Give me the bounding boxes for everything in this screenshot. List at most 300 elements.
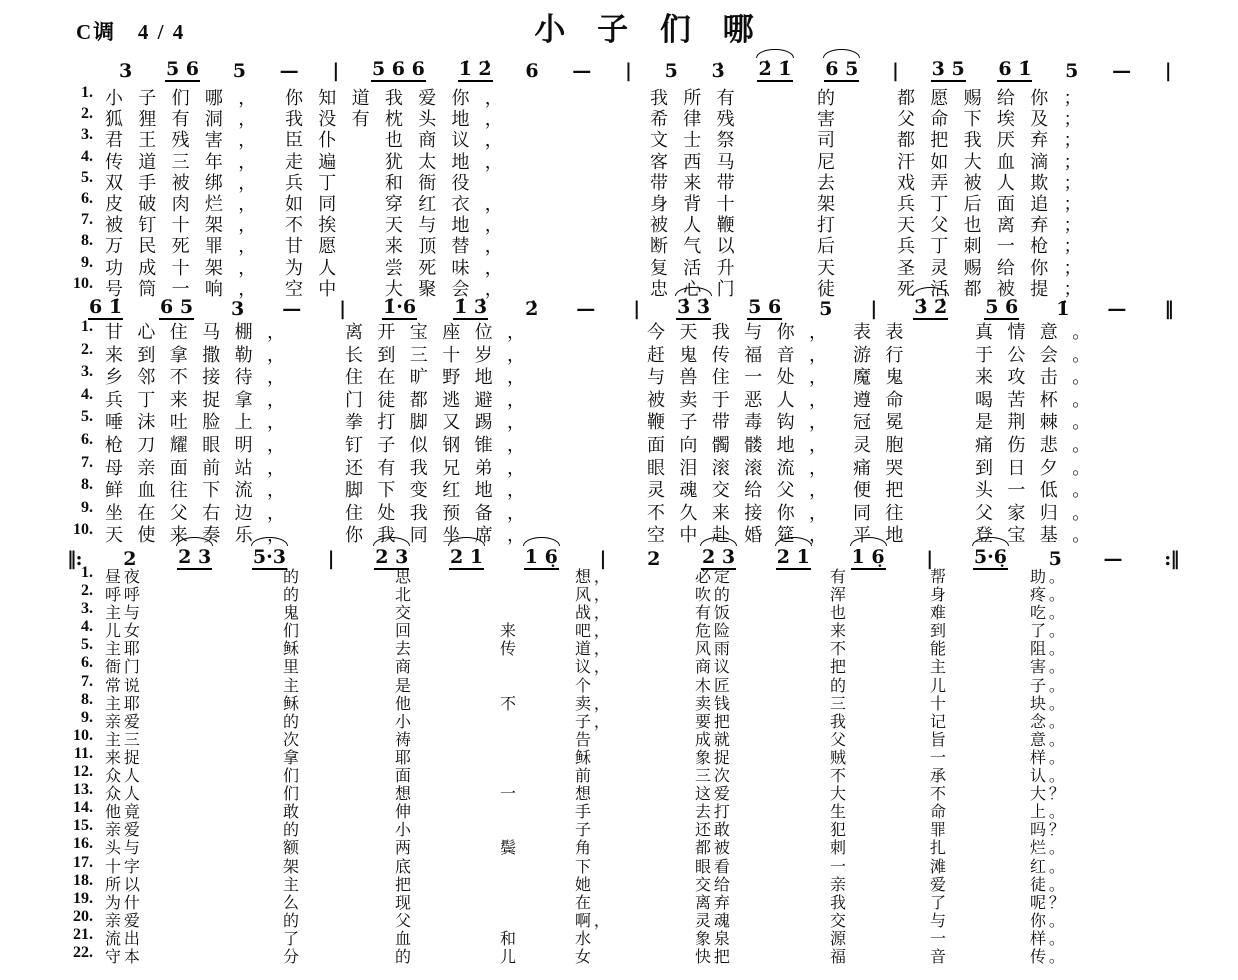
note-group: 3 (119, 60, 133, 82)
note-group: 1̇ 3̇ (454, 296, 488, 318)
lyric-segment: 眼泪滚滚流， (647, 457, 842, 478)
lyric-segment: 汗如大血滴； (897, 151, 1097, 172)
note-group: — (576, 298, 596, 320)
lyric-segment: 乡邻不接待， (105, 367, 300, 388)
lyric-segment: 衙门 (105, 659, 143, 677)
verse-number: 18. (73, 871, 93, 889)
verse-block-1 (60, 84, 1208, 299)
lyric-segment: 昼夜 (105, 569, 143, 586)
lyric-segment: 父 (395, 912, 414, 930)
lyric-segment: 不 (830, 768, 849, 786)
note-group: 3̇ 2̇ (914, 296, 948, 318)
lyric-segment: 交给 (695, 876, 733, 894)
verse-number: 17. (73, 853, 93, 871)
lyric-segment: 同往 (853, 502, 918, 523)
lyric-segment: 块。 (1030, 695, 1068, 713)
lyric-segment: 灵魂 (695, 912, 733, 930)
lyric-segment: 上。 (1030, 804, 1068, 822)
lyric-segment: 大 (830, 786, 849, 804)
note-group: 5·3 (252, 546, 286, 568)
lyric-segment: 空中 大聚会， (285, 278, 519, 299)
lyric-segment: 传道三年， (105, 151, 272, 172)
lyric-segment: 吹的 (695, 587, 733, 605)
lyric-segment: 这爱 (695, 786, 733, 804)
lyric-segment: 的 (830, 677, 849, 695)
bar-line: | (892, 60, 898, 82)
lyric-segment: 便把 (853, 480, 918, 501)
lyric-segment: 痛伤悲。 (975, 434, 1105, 455)
lyric-segment: 滩 (930, 858, 949, 876)
lyric-segment: 角 (575, 840, 594, 858)
lyric-segment: 危险 (695, 623, 733, 641)
lyric-segment: 女 (575, 948, 594, 966)
lyric-segment: 主耶 (105, 641, 143, 659)
lyric-segment: 的 (395, 948, 414, 966)
lyric-segment: 长到三十岁， (345, 344, 540, 365)
lyric-segment: 不挨 天与地， (285, 215, 519, 236)
note-group: — (1103, 548, 1123, 570)
lyric-segment: 告 (575, 731, 594, 749)
lyric-segment: 面向髑髅地， (647, 434, 842, 455)
note-group: 3 5 (931, 58, 965, 80)
lyric-segment: 次 (283, 731, 302, 749)
verse-number: 8. (81, 476, 93, 494)
lyric-segment: 能 (930, 641, 949, 659)
lyric-segment: 啊， (575, 912, 613, 930)
note-group: 2 3 (178, 546, 212, 568)
lyric-segment: 去 (817, 172, 851, 193)
lyric-segment (500, 799, 575, 817)
lyric-segment: 门徒都逃避， (345, 389, 540, 410)
verse-number: 21. (73, 925, 93, 943)
lyric-segment: 要把 (695, 713, 733, 731)
lyric-segment (500, 654, 575, 672)
note-group: — (572, 60, 592, 82)
lyric-segment: 呢？ (1030, 894, 1068, 912)
lyric-segment: 死活都被提； (897, 278, 1097, 299)
verse-number: 3. (81, 126, 93, 144)
lyric-segment: 忠心门 (650, 278, 750, 299)
lyric-segment: 亲爱 (105, 822, 143, 840)
verse-block-2 (60, 318, 1208, 544)
lyric-segment: 为人 尝死味， (285, 257, 519, 278)
lyric-segment: 为什 (105, 894, 143, 912)
lyric-segment: 被钉十架， (105, 215, 272, 236)
lyric-segment: 父家归。 (975, 502, 1105, 523)
lyric-segment (500, 564, 575, 582)
lyric-segment: 的 (283, 713, 302, 731)
lyric-segment: 现 (395, 894, 414, 912)
lyric-segment: 和 (500, 930, 519, 948)
lyric-segment: 天 (817, 257, 851, 278)
verse-number: 1. (81, 84, 93, 101)
lyric-segment: 回 (395, 623, 414, 641)
bar-line: :‖ (1164, 548, 1179, 570)
lyric-segment: 吃。 (1030, 605, 1068, 623)
lyric-segment: 亲爱 (105, 713, 143, 731)
note-group: 2 (647, 548, 661, 570)
bar-line: | (624, 60, 631, 82)
lyric-segment: 平地 (853, 525, 918, 546)
note-group: — (282, 298, 302, 320)
verse-number: 7. (81, 672, 93, 690)
verse-number: 3. (81, 363, 93, 381)
lyric-segment (500, 872, 575, 890)
verse-number: 5. (81, 636, 93, 654)
lyric-segment: 子， (575, 713, 613, 731)
bar-line: | (926, 548, 933, 570)
lyric-segment: 来 (500, 623, 519, 641)
lyric-segment: 流出 (105, 930, 143, 948)
verse-number: 7. (81, 211, 93, 229)
lyric-segment: 父命下埃及； (897, 109, 1097, 130)
lyric-segment: 离弃 (695, 894, 733, 912)
lyric-segment: 手 (575, 804, 594, 822)
lyric-segment: 阻。 (1030, 641, 1068, 659)
bar-line: | (339, 298, 346, 320)
lyric-segment: 亲 (830, 876, 849, 894)
lyric-segment: 了 (283, 930, 302, 948)
lyric-segment (500, 600, 575, 618)
lyric-segment: 到 (930, 623, 949, 641)
lyric-segment (500, 582, 575, 600)
lyric-segment: 贼 (830, 749, 849, 767)
lyric-segment: 罪 (930, 822, 949, 840)
lyric-segment: 不久来接你， (647, 502, 842, 523)
note-group: 2 1 (776, 546, 810, 568)
music-notation-line-1 (118, 52, 1172, 82)
lyric-segment (500, 854, 575, 872)
lyric-segment: 有 (830, 569, 849, 586)
lyric-segment: 命 (930, 804, 949, 822)
lyric-segment: 三 (830, 695, 849, 713)
lyric-segment: 旨 (930, 731, 949, 749)
note-group: 3̇ 3̇ (677, 296, 711, 318)
lyric-segment: 徒 (817, 278, 851, 299)
verse-number: 15. (73, 817, 93, 835)
verse-number: 10. (73, 274, 93, 292)
lyric-segment: 坐在父右边， (105, 502, 300, 523)
lyric-segment: 成就 (695, 731, 733, 749)
verse-number: 6. (81, 430, 93, 448)
verse-number: 13. (73, 781, 93, 799)
lyric-segment: 们 (283, 786, 302, 804)
lyric-segment: 卖， (575, 695, 613, 713)
lyric-segment: 客西马 (650, 151, 750, 172)
lyric-segment: 前 (575, 768, 594, 786)
lyric-segment: 赶鬼传福音， (647, 344, 842, 365)
lyric-segment: 红。 (1030, 858, 1068, 876)
lyric-segment: 不 (830, 641, 849, 659)
lyric-segment: 样。 (1030, 930, 1068, 948)
lyric-segment: 想， (575, 569, 613, 586)
lyric-segment: 去 (395, 641, 414, 659)
lyric-segment: 了 (930, 894, 949, 912)
lyric-segment: 徒。 (1030, 876, 1068, 894)
lyric-segment: 水 (575, 930, 594, 948)
lyric-segment: 儿女 (105, 623, 143, 641)
verse-number: 9. (81, 708, 93, 726)
lyric-segment: 常说 (105, 677, 143, 695)
lyric-segment (500, 817, 575, 835)
note-group: 5 6 6 (371, 58, 425, 80)
lyric-segment: 商议 (695, 659, 733, 677)
lyric-segment: 稣 (575, 749, 594, 767)
lyric-segment: 双手被绑， (105, 172, 272, 193)
lyric-segment: 拿 (283, 749, 302, 767)
lyric-segment: 害 (817, 109, 851, 130)
lyric-segment: 号筒一响， (105, 278, 272, 299)
lyric-segment: 个 (575, 677, 594, 695)
lyric-segment: 我没有枕头地， (285, 109, 519, 130)
verse-number: 10. (73, 521, 93, 539)
lyric-segment: 疼。 (1030, 587, 1068, 605)
lyric-segment: 不 (500, 695, 519, 713)
bar-line: ‖: (67, 548, 82, 570)
lyric-segment: 伸 (395, 804, 414, 822)
note-group: 1 6̣ (524, 546, 558, 568)
lyric-segment: 你知道我爱你， (285, 88, 519, 108)
lyric-segment: 灵魂交给父， (647, 480, 842, 501)
lyric-segment: 木匠 (695, 677, 733, 695)
lyric-segment: 风， (575, 587, 613, 605)
lyric-segment: 走遍 犹太地， (285, 151, 519, 172)
lyric-segment: 功成十架， (105, 257, 272, 278)
lyric-segment: 祷 (395, 731, 414, 749)
song-title: 小 子 们 哪 (534, 12, 766, 47)
lyric-segment: 去打 (695, 804, 733, 822)
lyric-segment: 主 (930, 659, 949, 677)
bar-line: | (870, 298, 877, 320)
lyric-segment: 身背十 (650, 193, 750, 214)
lyric-segment: 稣 (283, 641, 302, 659)
lyric-segment: 烂。 (1030, 840, 1068, 858)
verse-number: 4. (81, 385, 93, 403)
lyric-segment: 来捉 (105, 749, 143, 767)
lyric-segment: 唾沫吐脸上， (105, 412, 300, 433)
lyric-segment: 交 (830, 912, 849, 930)
lyric-segment: 吗？ (1030, 822, 1068, 840)
lyric-segment: 承 (930, 768, 949, 786)
lyric-segment: 断气以 (650, 236, 750, 257)
lyric-segment: 么 (283, 894, 302, 912)
lyric-segment: 后 (817, 236, 851, 257)
note-group: 2 3 (375, 546, 409, 568)
lyric-segment: 狐狸有洞， (105, 109, 272, 130)
lyric-segment: 被卖于恶人， (647, 389, 842, 410)
lyric-segment: 鬼 (283, 605, 302, 623)
lyric-segment: 来 (830, 623, 849, 641)
lyric-segment: 一 (830, 858, 849, 876)
lyric-segment: 敢 (283, 804, 302, 822)
note-group: 2 (123, 548, 137, 570)
verse-number: 20. (73, 907, 93, 925)
note-group: 5 (1048, 548, 1062, 570)
lyric-segment: 念。 (1030, 713, 1068, 731)
note-group: 6 (525, 60, 539, 82)
lyric-segment: 的 (283, 587, 302, 605)
lyric-segment: 一 (500, 786, 519, 804)
lyric-segment: 生 (830, 804, 849, 822)
lyric-segment: 主耶 (105, 695, 143, 713)
lyric-segment: 传 (500, 641, 519, 659)
lyric-segment: 与兽住一处， (647, 367, 842, 388)
bar-line: | (1164, 60, 1171, 82)
verse-number: 7. (81, 453, 93, 471)
lyric-segment: 复活升 (650, 257, 750, 278)
lyric-segment: 带来带 (650, 172, 750, 193)
lyric-segment: 她 (575, 876, 594, 894)
note-group: 5 (1065, 60, 1079, 82)
note-group: 3̇ (711, 60, 725, 82)
lyric-segment: 把 (395, 876, 414, 894)
lyric-segment: 于公会。 (975, 344, 1105, 365)
lyric-segment: 是荆棘。 (975, 412, 1105, 433)
lyric-segment: 想 (395, 786, 414, 804)
note-group: 5 6 (985, 296, 1019, 318)
lyric-segment: 主三 (105, 731, 143, 749)
lyric-segment: 在 (575, 894, 594, 912)
note-group: 3 (231, 298, 245, 320)
note-group: 6 1̇ (998, 58, 1032, 80)
lyric-segment: 帮 (930, 569, 949, 586)
lyric-segment: 主 (283, 876, 302, 894)
verse-number: 2. (81, 340, 93, 358)
lyric-segment: 主 (283, 677, 302, 695)
lyric-segment: 是 (395, 677, 414, 695)
note-group: 5 (819, 298, 833, 320)
verse-number: 1. (81, 318, 93, 335)
lyric-segment: 都愿赐给你； (897, 88, 1097, 108)
lyric-segment: 亲爱 (105, 912, 143, 930)
lyric-segment: 底 (395, 858, 414, 876)
lyric-segment: 圣灵赐给你； (897, 257, 1097, 278)
lyric-segment: 稣 (283, 695, 302, 713)
lyric-segment: 十 (930, 695, 949, 713)
lyric-segment: 不 (930, 786, 949, 804)
lyric-segment: 我 (830, 713, 849, 731)
note-group: 5 6 (748, 296, 782, 318)
lyric-segment: 鞭子带毒钩， (647, 412, 842, 433)
lyric-segment: 儿 (930, 677, 949, 695)
lyric-segment: 身 (930, 587, 949, 605)
lyric-segment: 交 (395, 605, 414, 623)
verse-number: 19. (73, 889, 93, 907)
lyric-segment (500, 763, 575, 781)
lyric-segment: 你我同坐席， (345, 525, 540, 546)
lyric-segment: 天父也离弃； (897, 215, 1097, 236)
lyric-segment: 卖钱 (695, 695, 733, 713)
lyric-segment: 钉子似钢锥， (345, 434, 540, 455)
verse-number: 6. (81, 654, 93, 672)
note-group: 2̇ (525, 298, 539, 320)
lyric-segment: 面 (395, 768, 414, 786)
lyric-segment: 爱 (930, 876, 949, 894)
lyric-segment: 了。 (1030, 623, 1068, 641)
lyric-segment: 被人鞭 (650, 215, 750, 236)
lyric-segment: 吧， (575, 623, 613, 641)
lyric-segment: 额 (283, 840, 302, 858)
lyric-segment (500, 745, 575, 763)
lyric-segment: 甘心住马棚， (105, 322, 300, 342)
lyric-segment: 登宝基。 (975, 525, 1105, 546)
note-group: 2̇ 1̇ (758, 58, 792, 80)
lyric-segment: 臣仆 也商议， (285, 130, 519, 151)
lyric-segment: 们 (283, 768, 302, 786)
lyric-segment: 兵丁刺一枪； (897, 236, 1097, 257)
lyric-segment: 你。 (1030, 912, 1068, 930)
bar-line: | (633, 298, 640, 320)
bar-line: | (599, 548, 606, 570)
lyric-segment (500, 908, 575, 926)
lyric-segment: 呼呼 (105, 587, 143, 605)
lyric-segment: 尼 (817, 151, 851, 172)
verse-number: 8. (81, 232, 93, 250)
lyric-segment: 住处我预备， (345, 502, 540, 523)
lyric-segment: 也 (830, 605, 849, 623)
lyric-segment: 枪刀耀眼明， (105, 434, 300, 455)
lyric-segment: 母亲面前站， (105, 457, 300, 478)
lyric-segment: 鬓 (500, 840, 519, 858)
note-group: 5 6 (165, 58, 199, 80)
lyric-segment: 遵命 (853, 389, 918, 410)
lyric-segment: 万民死罪， (105, 236, 272, 257)
lyric-segment: 认。 (1030, 768, 1068, 786)
verse-number: 9. (81, 253, 93, 271)
lyric-segment: 耶 (395, 749, 414, 767)
lyric-segment: 象捉 (695, 749, 733, 767)
lyric-segment: 商 (395, 659, 414, 677)
bar-line: | (327, 548, 334, 570)
lyric-segment: 小 (395, 822, 414, 840)
lyric-segment: 福 (830, 948, 849, 966)
note-group: 5 (664, 60, 678, 82)
note-group: 6 1̇ (89, 296, 123, 318)
lyric-segment: 子。 (1030, 677, 1068, 695)
lyric-segment: 大？ (1030, 786, 1068, 804)
lyric-segment: 甘愿 来顶替， (285, 236, 519, 257)
lyric-segment: 父 (830, 731, 849, 749)
verse-number: 1. (81, 564, 93, 581)
lyric-segment: 刺 (830, 840, 849, 858)
lyric-segment: 有饭 (695, 605, 733, 623)
verse-number: 3. (81, 600, 93, 618)
lyric-segment: 还有我兄弟， (345, 457, 540, 478)
lyric-segment: 希律残 (650, 109, 750, 130)
note-group: 6 5 (160, 296, 194, 318)
note-group: 1̇ (1056, 298, 1070, 320)
lyric-segment: 鲜血往下流， (105, 480, 300, 501)
lyric-segment: 两 (395, 840, 414, 858)
lyric-segment: 难 (930, 605, 949, 623)
verse-number: 14. (73, 799, 93, 817)
note-group: 1̇ 2̇ (458, 58, 492, 80)
lyric-segment: 十字 (105, 858, 143, 876)
lyric-segment: 皮破肉烂， (105, 193, 272, 214)
lyric-segment: 小子们哪， (105, 88, 272, 108)
lyric-segment: 灵胞 (853, 434, 918, 455)
lyric-segment: 儿 (500, 948, 519, 966)
lyric-segment: 头与 (105, 840, 143, 858)
lyric-segment: 头一低。 (975, 480, 1105, 501)
lyric-segment: 小 (395, 713, 414, 731)
lyric-segment: 都被 (695, 840, 733, 858)
verse-number: 2. (81, 582, 93, 600)
lyric-segment: 文士祭 (650, 130, 750, 151)
lyric-segment (500, 890, 575, 908)
lyric-segment: 脚下变红地， (345, 480, 540, 501)
bar-line: ‖ (1164, 298, 1173, 320)
